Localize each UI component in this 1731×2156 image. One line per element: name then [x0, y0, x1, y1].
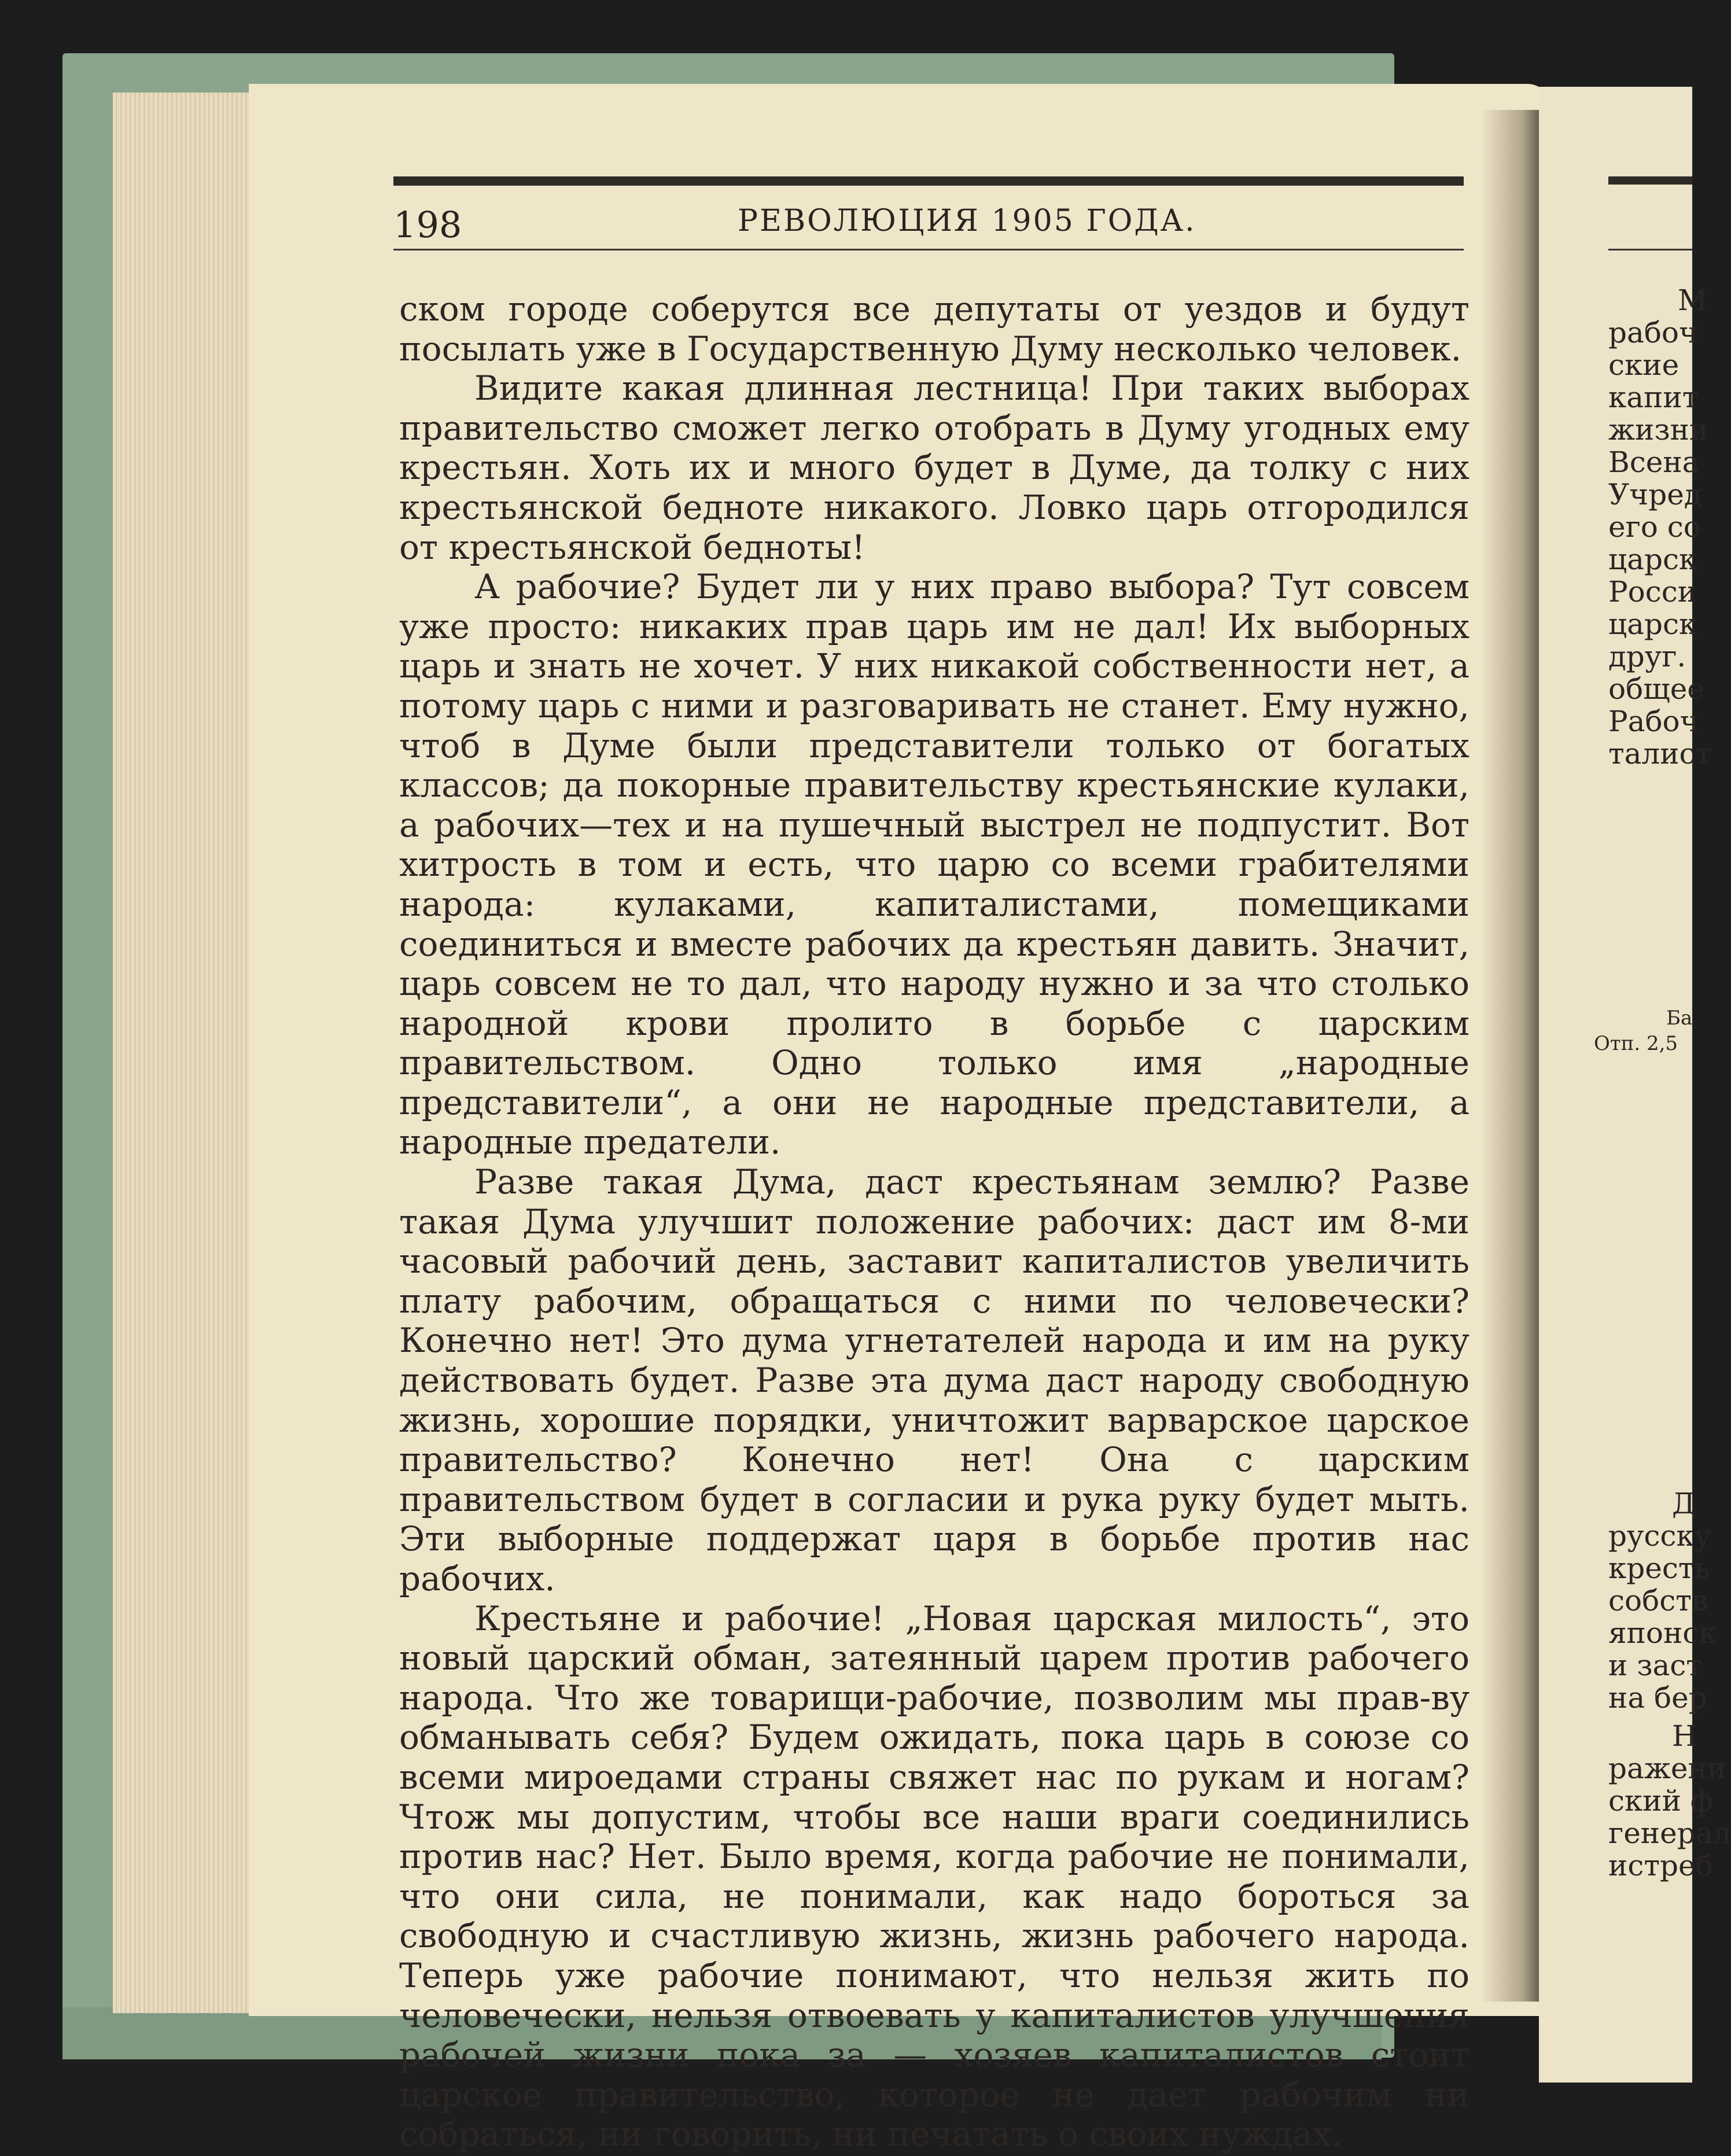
right-page-fragment: Росси — [1608, 575, 1697, 609]
right-page-fragment: и заст — [1608, 1649, 1702, 1682]
right-page-fragment: Н — [1672, 1719, 1697, 1753]
paragraph: А рабочие? Будет ли у них право выбора? Тут совсем уже просто: никаких прав царь им не дал! Их выборных царь и знать не хочет. У них никакой собственности нет, а потому царь с ними и разговаривать не станет. Ему нужно, чтоб в Думе были представители только от богатых классов; да покорные правительству крестьянские кулаки, а рабочих—тех и на пушечный выстрел не подпустит. Вот хитрость в том и есть, что царю со всеми грабителями народа: кулаками, капиталистами, помещиками соединиться и вместе рабочих да крестьян давить. Значит, царь совсем не то дал, что народу нужно и за что столько народной крови пролито в борьбе с царским правительством. Одно только имя „народные представители“, а они не народные представители, а народные предатели. — [399, 567, 1469, 1162]
right-page-fragment: М — [1678, 283, 1708, 317]
right-page-fragment: его со — [1608, 510, 1701, 544]
right-page-fragment: кресть — [1608, 1551, 1710, 1585]
right-page-fragment: ражени — [1608, 1752, 1727, 1785]
right-page-fragment: общее — [1608, 672, 1704, 706]
right-page-imprint: Отп. 2,5 — [1594, 1032, 1678, 1055]
paragraph: Разве такая Дума, даст крестьянам землю? Разве такая Дума улучшит положение рабочих: даст им 8-ми часовый рабочий день, заставит капиталистов увеличить плату рабочим, обращаться с ними по человечески? Конечно нет! Это дума угнетателей народа и им на руку действовать будет. Разве эта дума даст народу свободную жизнь, хорошие порядки, уничтожит варварское царское правительство? Конечно нет! Она с царским правительством будет в согласии и рука руку будет мыть. Эти выборные поддержат царя в борьбе против нас рабочих. — [399, 1162, 1469, 1598]
right-page-fragment: собств — [1608, 1584, 1708, 1617]
header-rule-thin — [393, 249, 1464, 250]
right-page-fragment: генерал — [1608, 1816, 1731, 1850]
page-body-text — [399, 289, 1469, 2154]
page-number: 198 — [393, 204, 462, 246]
right-page-fragment: жизни — [1608, 413, 1709, 447]
right-header-rule — [1608, 176, 1692, 185]
right-page-fragment: талист — [1608, 737, 1712, 771]
right-page-fragment: Учред — [1608, 478, 1702, 511]
right-page-fragment: друг. — [1608, 640, 1686, 673]
right-page-fragment: царск — [1608, 543, 1697, 576]
right-page-fragment: Рабоч — [1608, 705, 1699, 738]
right-page-imprint: Ба — [1666, 1007, 1693, 1030]
header-rule-thick — [393, 176, 1464, 186]
right-page-fragment: ский ф — [1608, 1784, 1713, 1818]
right-page-fragment: на бер — [1608, 1681, 1707, 1715]
right-page-fragment: японск — [1608, 1616, 1717, 1650]
right-page-fragment: рабоч — [1608, 316, 1699, 349]
right-page-fragment: Всена — [1608, 445, 1700, 479]
right-page-fragment: ские — [1608, 348, 1680, 382]
right-page-fragment: капит — [1608, 381, 1699, 414]
paragraph: Видите какая длинная лестница! При таких выборах правительство сможет легко отобрать в Думу угодных ему крестьян. Хоть их и много будет в Думе, да толку с них крестьянской бедноте никакого. Ловко царь отгородился от крестьянской бедноты! — [399, 368, 1469, 567]
right-page-fragment: русску — [1608, 1519, 1712, 1553]
paragraph: ском городе соберутся все депутаты от уездов и будут посылать уже в Государственную Думу несколько человек. — [399, 289, 1469, 368]
paragraph: Крестьяне и рабочие! „Новая царская милость“, это новый царский обман, затеянный царем против рабочего народа. Что же товарищи-рабочие, позволим мы прав-ву обманывать себя? Будем ожидать, пока царь в союзе со всеми мироедами страны свяжет нас по рукам и ногам? Чтож мы допустим, чтобы все наши враги соединились против нас? Нет. Было время, когда рабочие не понимали, что они сила, не понимали, как надо бороться за свободную и счастливую жизнь, жизнь рабочего народа. Теперь уже рабочие понимают, что нельзя жить по человечески, нельзя отвоевать у капиталистов улучшения рабочей жизни пока за — хозяев капиталистов стоит царское правительство, которое не дает рабочим ни собраться, ни говорить, ни печатать о своих нуждах. — [399, 1598, 1469, 2154]
right-page-fragment: Д — [1672, 1487, 1696, 1520]
right-header-rule-thin — [1608, 249, 1692, 250]
running-head: РЕВОЛЮЦИЯ 1905 ГОДА. — [738, 204, 1196, 238]
page-stack-edge — [113, 93, 257, 2013]
right-page-fragment: истреб — [1608, 1849, 1713, 1882]
right-page-fragment: царск — [1608, 607, 1697, 641]
